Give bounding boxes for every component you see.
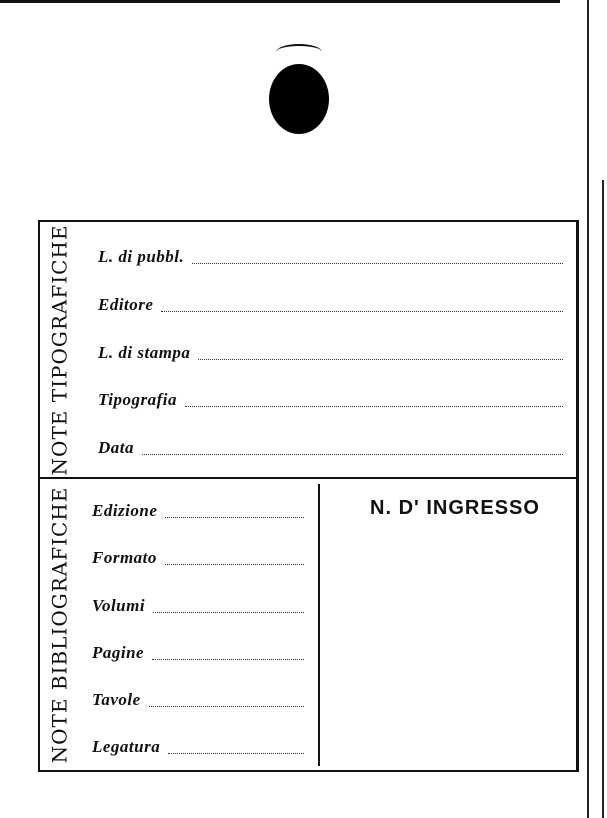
field-label: Formato (92, 548, 157, 567)
field-dotted-line (165, 516, 304, 518)
top-border (0, 0, 560, 3)
field-dotted-line (168, 752, 304, 754)
field-dotted-line (165, 563, 304, 565)
field-place-of-publication[interactable] (98, 247, 563, 267)
field-pages[interactable] (92, 643, 304, 663)
field-plates[interactable] (92, 690, 304, 710)
bibliographic-notes-title-wrap (44, 479, 74, 770)
field-label: Tipografia (98, 390, 177, 409)
field-dotted-line (192, 262, 563, 264)
field-label: Data (98, 438, 134, 457)
bibliographic-notes-title: NOTE BIBLIOGRAFICHE (47, 486, 72, 763)
field-dotted-line (153, 611, 304, 613)
field-format[interactable] (92, 548, 304, 568)
field-printer[interactable] (98, 390, 563, 410)
field-label: L. di stampa (98, 343, 191, 362)
typographic-notes-section (40, 222, 576, 479)
typographic-notes-title: NOTE TIPOGRAFICHE (47, 224, 72, 475)
field-volumes[interactable] (92, 596, 304, 616)
field-label: Edizione (92, 501, 158, 520)
punch-hole (269, 64, 329, 134)
entry-number-label: N. D' INGRESSO (370, 497, 540, 519)
field-place-of-printing[interactable] (98, 343, 563, 363)
field-dotted-line (142, 453, 563, 455)
field-label: Tavole (92, 690, 141, 709)
field-label: Pagine (92, 643, 145, 662)
field-binding[interactable] (92, 737, 304, 757)
field-label: Editore (98, 295, 154, 314)
field-dotted-line (198, 358, 563, 360)
bibliographic-notes-section (40, 479, 576, 770)
catalog-card (38, 220, 579, 772)
right-edge-line-outer (602, 180, 604, 818)
string-arc (276, 44, 322, 60)
field-dotted-line (185, 405, 563, 407)
field-label: L. di pubbl. (98, 247, 185, 266)
field-dotted-line (161, 310, 563, 312)
field-dotted-line (149, 705, 304, 707)
field-dotted-line (152, 658, 304, 660)
right-edge-line (587, 0, 589, 818)
field-date[interactable] (98, 438, 563, 458)
typographic-notes-title-wrap (44, 222, 74, 477)
field-label: Legatura (92, 737, 161, 756)
column-divider (318, 484, 320, 766)
field-label: Volumi (92, 596, 146, 615)
field-edition[interactable] (92, 501, 304, 521)
field-publisher[interactable] (98, 295, 563, 315)
